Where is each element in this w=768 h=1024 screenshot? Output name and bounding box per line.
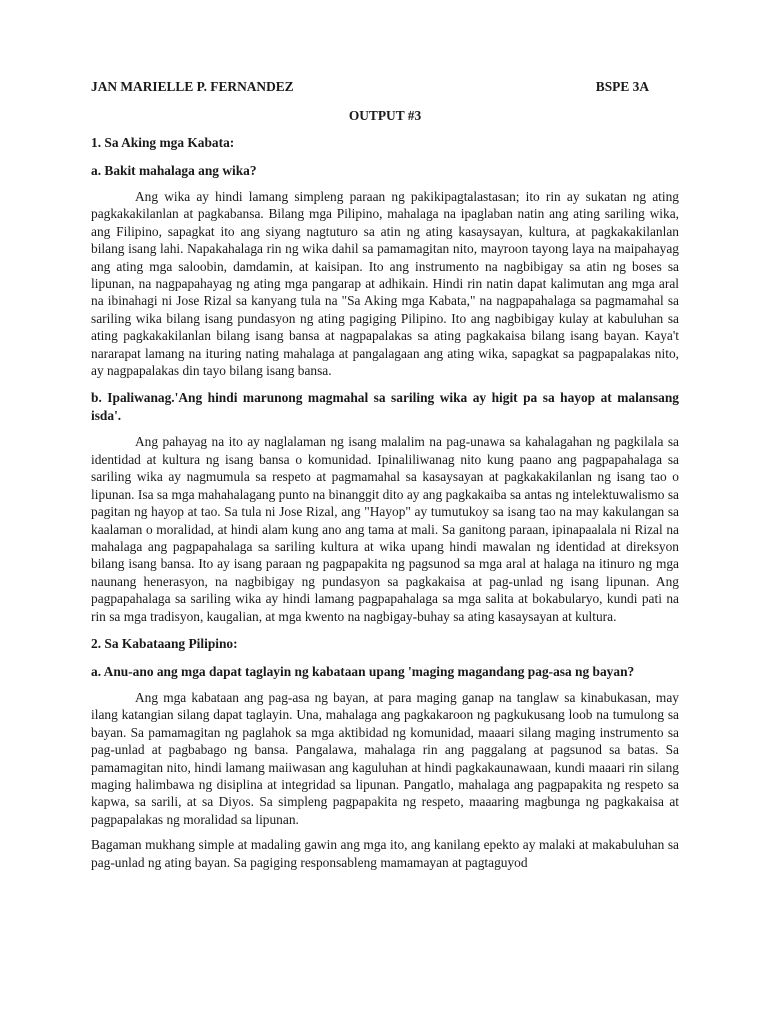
section-2-question-a: a. Anu-ano ang mga dapat taglayin ng kabataan upang 'maging magandang pag-asa ng bayan?	[91, 663, 635, 679]
section-1-question-a: a. Bakit mahalaga ang wika?	[91, 163, 257, 178]
document-page	[91, 78, 679, 871]
section-1-question-b: b. Ipaliwanag.'Ang hindi marunong magmahal sa sariling wika ay higit pa sa hayop at malansang isda'.	[91, 390, 679, 424]
section-2-title: 2. Sa Kabataang Pilipino:	[91, 635, 238, 651]
document-header	[91, 78, 679, 96]
course-section: BSPE 3A	[595, 79, 649, 94]
section-1-answer-b: Ang pahayag na ito ay naglalaman ng isang malalim na pag-unawa sa kahalagahan ng pagkilala sa identidad at kultura ng isang bansa o komunidad. Ipinaliliwanag nito kung paano ang pagpapahalaga sa sariling wika ay nagmumula sa respeto at pagmamahal sa kasaysayan at pagkakakilanlan ng isang tao o lipunan. Isa sa mga mahahalagang punto na binanggit dito ay ang pagkakaiba sa antas ng intelektuwalismo sa pagitan ng hayop at tao. Sa tula ni Jose Rizal, ang "Hayop" ay tumutukoy sa isang tao na may kakulangan sa kaalaman o moralidad, at hindi alam kung ano ang tama at mali. Sa ganitong paraan, ipinapaalala ni Rizal na mahalaga ang pagpapahalaga sa sariling kultura at wika upang hindi mawalan ng identidad at direksyon bilang isang bansa. Ito ay isang paraan ng pagpapakita ng pagsunod sa mga aral at halaga na itinuro ng mga naunang henerasyon, na nagbibigay ng pundasyon sa pagkakaisa at pag-unlad ng isang lipunan. Ang pagpapahalaga sa sariling wika ay hindi lamang pagpapahalaga sa mga salita at bokabularyo, kundi pati na rin sa mga tradisyon, kaugalian, at mga kwento na nagbigay-buhay sa ating kasaysayan at kultura.	[91, 434, 679, 624]
section-2-answer-a: Ang mga kabataan ang pag-asa ng bayan, at para maging ganap na tanglaw sa kinabukasan, may ilang katangian silang dapat taglayin. Una, mahalaga ang pagkakaroon ng pagkukusang loob na tumulong sa bayan. Sa pamamagitan ng paglahok sa mga aktibidad ng komunidad, maaari silang maging instrumento sa pag-unlad at pagbabago ng bansa. Pangalawa, mahalaga rin ang paggalang at pagsunod sa batas. Sa pamamagitan nito, hindi lamang maiiwasan ang kaguluhan at hindi pagkakaunawaan, kundi maaari rin silang maging halimbawa ng disiplina at integridad sa lipunan. Pangatlo, mahalaga ang pagpapakita ng respeto sa kapwa, sa sarili, at sa Diyos. Sa simpleng pagpapakita ng respeto, maaaring magbunga ng pagkakaisa at pagpapalakas ng moralidad sa lipunan.	[91, 689, 679, 827]
output-title: OUTPUT #3	[348, 108, 422, 123]
section-2-answer-a-continued: Bagaman mukhang simple at madaling gawin ang mga ito, ang kanilang epekto ay malaki at makabuluhan sa pag-unlad ng ating bayan. Sa pagiging responsableng mamamayan at pagtaguyod	[91, 837, 679, 870]
author-name: JAN MARIELLE P. FERNANDEZ	[91, 79, 294, 94]
section-1-title: 1. Sa Aking mga Kabata:	[91, 135, 235, 150]
section-1-answer-a: Ang wika ay hindi lamang simpleng paraan ng pakikipagtalastasan; ito rin ay sukatan ng ating pagkakakilanlan at pagkabansa. Bilang mga Pilipino, mahalaga na ipaglaban natin ang ating sariling wika, ang Filipino, sapagkat ito ang siyang nagtuturo sa atin ng ating kasaysayan, kultura, at pagkakakilanlan bilang isang lahi. Napakahalaga rin ng wika dahil sa pamamagitan nito, mayroon tayong laya na maipahayag ang ating mga saloobin, damdamin, at kaisipan. Ito ang instrumento na nagbibigay sa atin ng boses sa lipunan, na nagpapahayag ng ating mga pangarap at adhikain. Hindi rin natin dapat kalimutan ang mga aral na ibinahagi ni Jose Rizal sa kanyang tula na "Sa Aking mga Kabata," na nagpapahalaga sa pagmamahal sa sariling wika bilang isang pundasyon ng ating pagiging Pilipino. Ito ang nagbibigay kulay at kabuluhan sa ating pagkakakilanlan bilang isang bansa at nagpapalakas sa ating pagkakaisa bilang isang bayan. Kaya't nararapat lamang na ituring nating mahalaga at pangalagaan ang ating wika, sapagkat sa pagpapalakas nito, ay nagpapalakas din tayo bilang isang bansa.	[91, 189, 679, 379]
